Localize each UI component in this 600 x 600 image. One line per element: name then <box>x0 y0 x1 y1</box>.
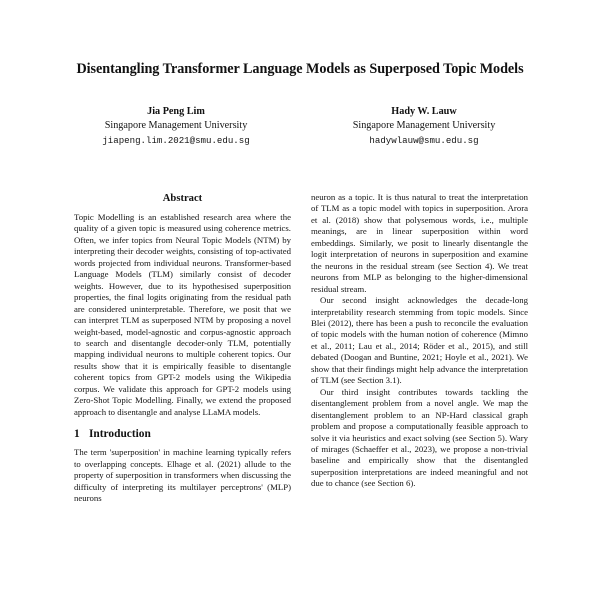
author-name: Hady W. Lauw <box>391 106 457 117</box>
abstract-body: Topic Modelling is an established research area where the quality of a given topic is measured using coherence metrics. Often, we infer topics from Neural Topic Models (NTM) by interpreting their decoder weights, consisting of top-activated words projected from individual neurons. Transformer-based Language Models (TLM) similarly consist of decoder weights. However, due to its hypothesised superposition properties, the final logits originating from the residual path are considered uninterpretable. Therefore, we posit that we can interpret TLM as superposed NTM by proposing a novel weight-based, model-agnostic and corpus-agnostic approach to search and disentangle decoder-only TLM, potentially mapping individual neurons to multiple coherent topics. Our results show that it is empirically feasible to disentangle coherent topics from GPT-2 models using the Wikipedia corpus. We validate this approach for GPT-2 models using Zero-Shot Topic Modelling. Finally, we extend the proposed approach to disentangle and analyse LLaMA models. <box>74 212 291 417</box>
section-paragraph: Our third insight contributes towards tackling the disentanglement problem from a novel angle. We map the disentanglement problem to an NP-Hard classical graph problem and propose a computationally feasible approach to solve it via heuristics and exact solving (see Section 5). Wary of mirages (Schaeffer et al., 2023), we propose a non-trivial baseline and empirically show that the disentangled superposition interpretations are indeed meaningful and not due to chance (see Section 6). <box>311 386 528 489</box>
column-right <box>311 192 528 600</box>
author-email[interactable]: hadywlauw@smu.edu.sg <box>369 135 479 146</box>
section-paragraph: neuron as a topic. It is thus natural to treat the interpretation of TLM as a topic model with topics in superposition. Arora et al. (2018) show that polysemous words, i.e., multiple meanings, are in linear superposition within word embeddings. Similarly, we posit to linearly disentangle the logit interpretation of neurons in superposition and examine the neurons in the residual stream (see Section 4). We treat neurons from MLP as belonging to the higher-dimensional residual stream. <box>311 192 528 294</box>
author-affiliation: Singapore Management University <box>104 120 248 131</box>
title-block <box>60 60 540 78</box>
section-title: Introduction <box>89 428 151 441</box>
section-number: 1 <box>74 428 80 441</box>
body-columns <box>0 192 600 600</box>
abstract-heading: Abstract <box>162 193 203 204</box>
author-block-2 <box>308 105 540 148</box>
author-name: Jia Peng Lim <box>147 106 205 117</box>
author-affiliation: Singapore Management University <box>352 120 496 131</box>
authors-row <box>60 105 540 148</box>
section-paragraph: Our second insight acknowledges the decade-long interpretability research stemming from topic models. Since Blei (2012), there has been a push to reconcile the evaluation of topic models with the human notion of coherence (Mimno et al., 2011; Lau et al., 2014; Röder et al., 2015), and still debated (Doogan and Buntine, 2021; Hoyle et al., 2021). We show that their findings might help advance the interpretation of TLM (see Section 3.1). <box>311 295 528 386</box>
section-paragraph: The term 'superposition' in machine learning typically refers to overlapping concepts. Elhage et al. (2021) allude to the property of superposition in transformers when discussing the difficulty of interpreting its multilayer perceptrons' (MLP) neurons <box>74 447 291 503</box>
author-email[interactable]: jiapeng.lim.2021@smu.edu.sg <box>102 135 250 146</box>
author-block-1 <box>60 105 292 148</box>
column-left <box>74 192 291 600</box>
section-heading-introduction <box>74 427 291 442</box>
page-title: Disentangling Transformer Language Models as Superposed Topic Models <box>76 61 524 77</box>
